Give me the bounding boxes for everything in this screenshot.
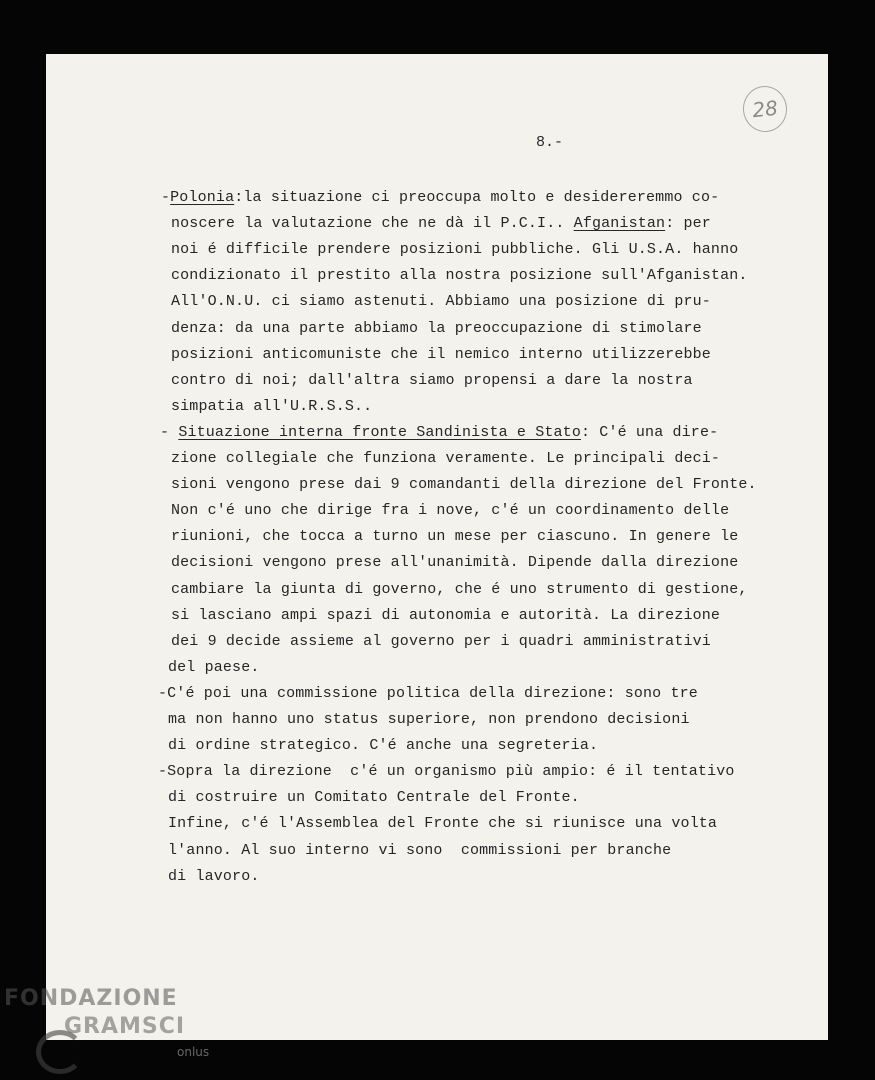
text-line [171, 553, 738, 573]
text-line [168, 841, 671, 861]
text-line [171, 449, 720, 469]
text-line [171, 501, 729, 521]
text-segment: simpatia all'U.R.S.S.. [171, 397, 373, 415]
text-line [161, 188, 719, 208]
foundation-logo-icon [36, 1030, 84, 1074]
text-segment: -Sopra la direzione c'é un organismo più ampio: é il tentativo [158, 763, 735, 781]
text-line [171, 240, 738, 260]
text-segment: condizionato il prestito alla nostra posizione sull'Afganistan. [171, 267, 748, 285]
text-line [171, 397, 372, 417]
text-line [168, 736, 598, 756]
text-segment: : per [665, 215, 711, 233]
text-segment: di lavoro. [168, 867, 260, 885]
text-line [171, 292, 711, 312]
text-segment: decisioni vengono prese all'unanimità. Dipende dalla direzione [171, 554, 739, 572]
text-segment: noscere la valutazione che ne dà il P.C.I.. [171, 215, 574, 233]
text-line [171, 580, 748, 600]
text-segment: All'O.N.U. ci siamo astenuti. Abbiamo una posizione di pru- [171, 293, 711, 311]
watermark-logo-text-2: GRAMSCI [64, 1014, 186, 1039]
text-line [168, 814, 717, 834]
underlined-heading: Situazione interna fronte Sandinista e Stato [178, 423, 581, 441]
text-line [168, 710, 690, 730]
underlined-heading: Polonia [170, 189, 235, 206]
text-line [171, 214, 711, 234]
text-segment: cambiare la giunta di governo, che é uno strumento di gestione, [171, 580, 748, 598]
watermark-logo-text: FONDAZIONE [4, 986, 178, 1011]
text-segment: riunioni, che tocca a turno un mese per ciascuno. In genere le [171, 528, 739, 546]
text-line [171, 475, 757, 495]
text-segment: - [160, 423, 179, 441]
text-line [168, 788, 580, 808]
text-segment: l'anno. Al suo interno vi sono commissioni per branche [168, 841, 672, 859]
text-segment: contro di noi; dall'altra siamo propensi a dare la nostra [171, 371, 693, 389]
text-segment: denza: da una parte abbiamo la preoccupazione di stimolare [171, 319, 702, 337]
text-line [158, 684, 698, 704]
underlined-heading: Afganistan [573, 215, 666, 233]
text-segment: Non c'é uno che dirige fra i nove, c'é un coordinamento delle [171, 502, 730, 520]
text-line [171, 345, 711, 365]
text-segment: noi é difficile prendere posizioni pubbliche. Gli U.S.A. hanno [171, 241, 739, 259]
text-line [168, 867, 260, 887]
archive-number-stamp: 28 [741, 84, 790, 134]
text-segment: posizioni anticomuniste che il nemico interno utilizzerebbe [171, 345, 711, 363]
text-segment: si lasciano ampi spazi di autonomia e autorità. La direzione [171, 606, 721, 624]
text-segment: sioni vengono prese dai 9 comandanti della direzione del Fronte. [171, 476, 757, 494]
text-segment: : C'é una dire- [580, 423, 719, 441]
text-segment: :la situazione ci preoccupa molto e desidereremmo co- [234, 189, 720, 206]
text-segment: dei 9 decide assieme al governo per i quadri amministrativi [171, 632, 711, 650]
text-segment: ma non hanno uno status superiore, non prendono decisioni [168, 711, 690, 728]
text-segment: zione collegiale che funziona veramente. Le principali deci- [171, 450, 721, 467]
text-line [171, 266, 748, 286]
text-line [158, 762, 735, 782]
text-line [171, 527, 738, 547]
text-line [171, 606, 720, 626]
page-number: 8.- [536, 134, 564, 151]
text-line [171, 371, 693, 391]
text-line [160, 423, 718, 443]
text-segment: Infine, c'é l'Assemblea del Fronte che si riunisce una volta [168, 815, 718, 833]
text-segment: del paese. [168, 658, 260, 676]
text-segment: di costruire un Comitato Centrale del Fronte. [168, 789, 580, 807]
text-line [171, 319, 702, 339]
text-line [171, 632, 711, 652]
watermark-suffix: onlus [177, 1045, 210, 1059]
text-line [168, 658, 260, 678]
text-segment: - [161, 189, 171, 206]
text-segment: di ordine strategico. C'é anche una segreteria. [168, 737, 599, 755]
text-segment: -C'é poi una commissione politica della direzione: sono tre [158, 684, 698, 702]
